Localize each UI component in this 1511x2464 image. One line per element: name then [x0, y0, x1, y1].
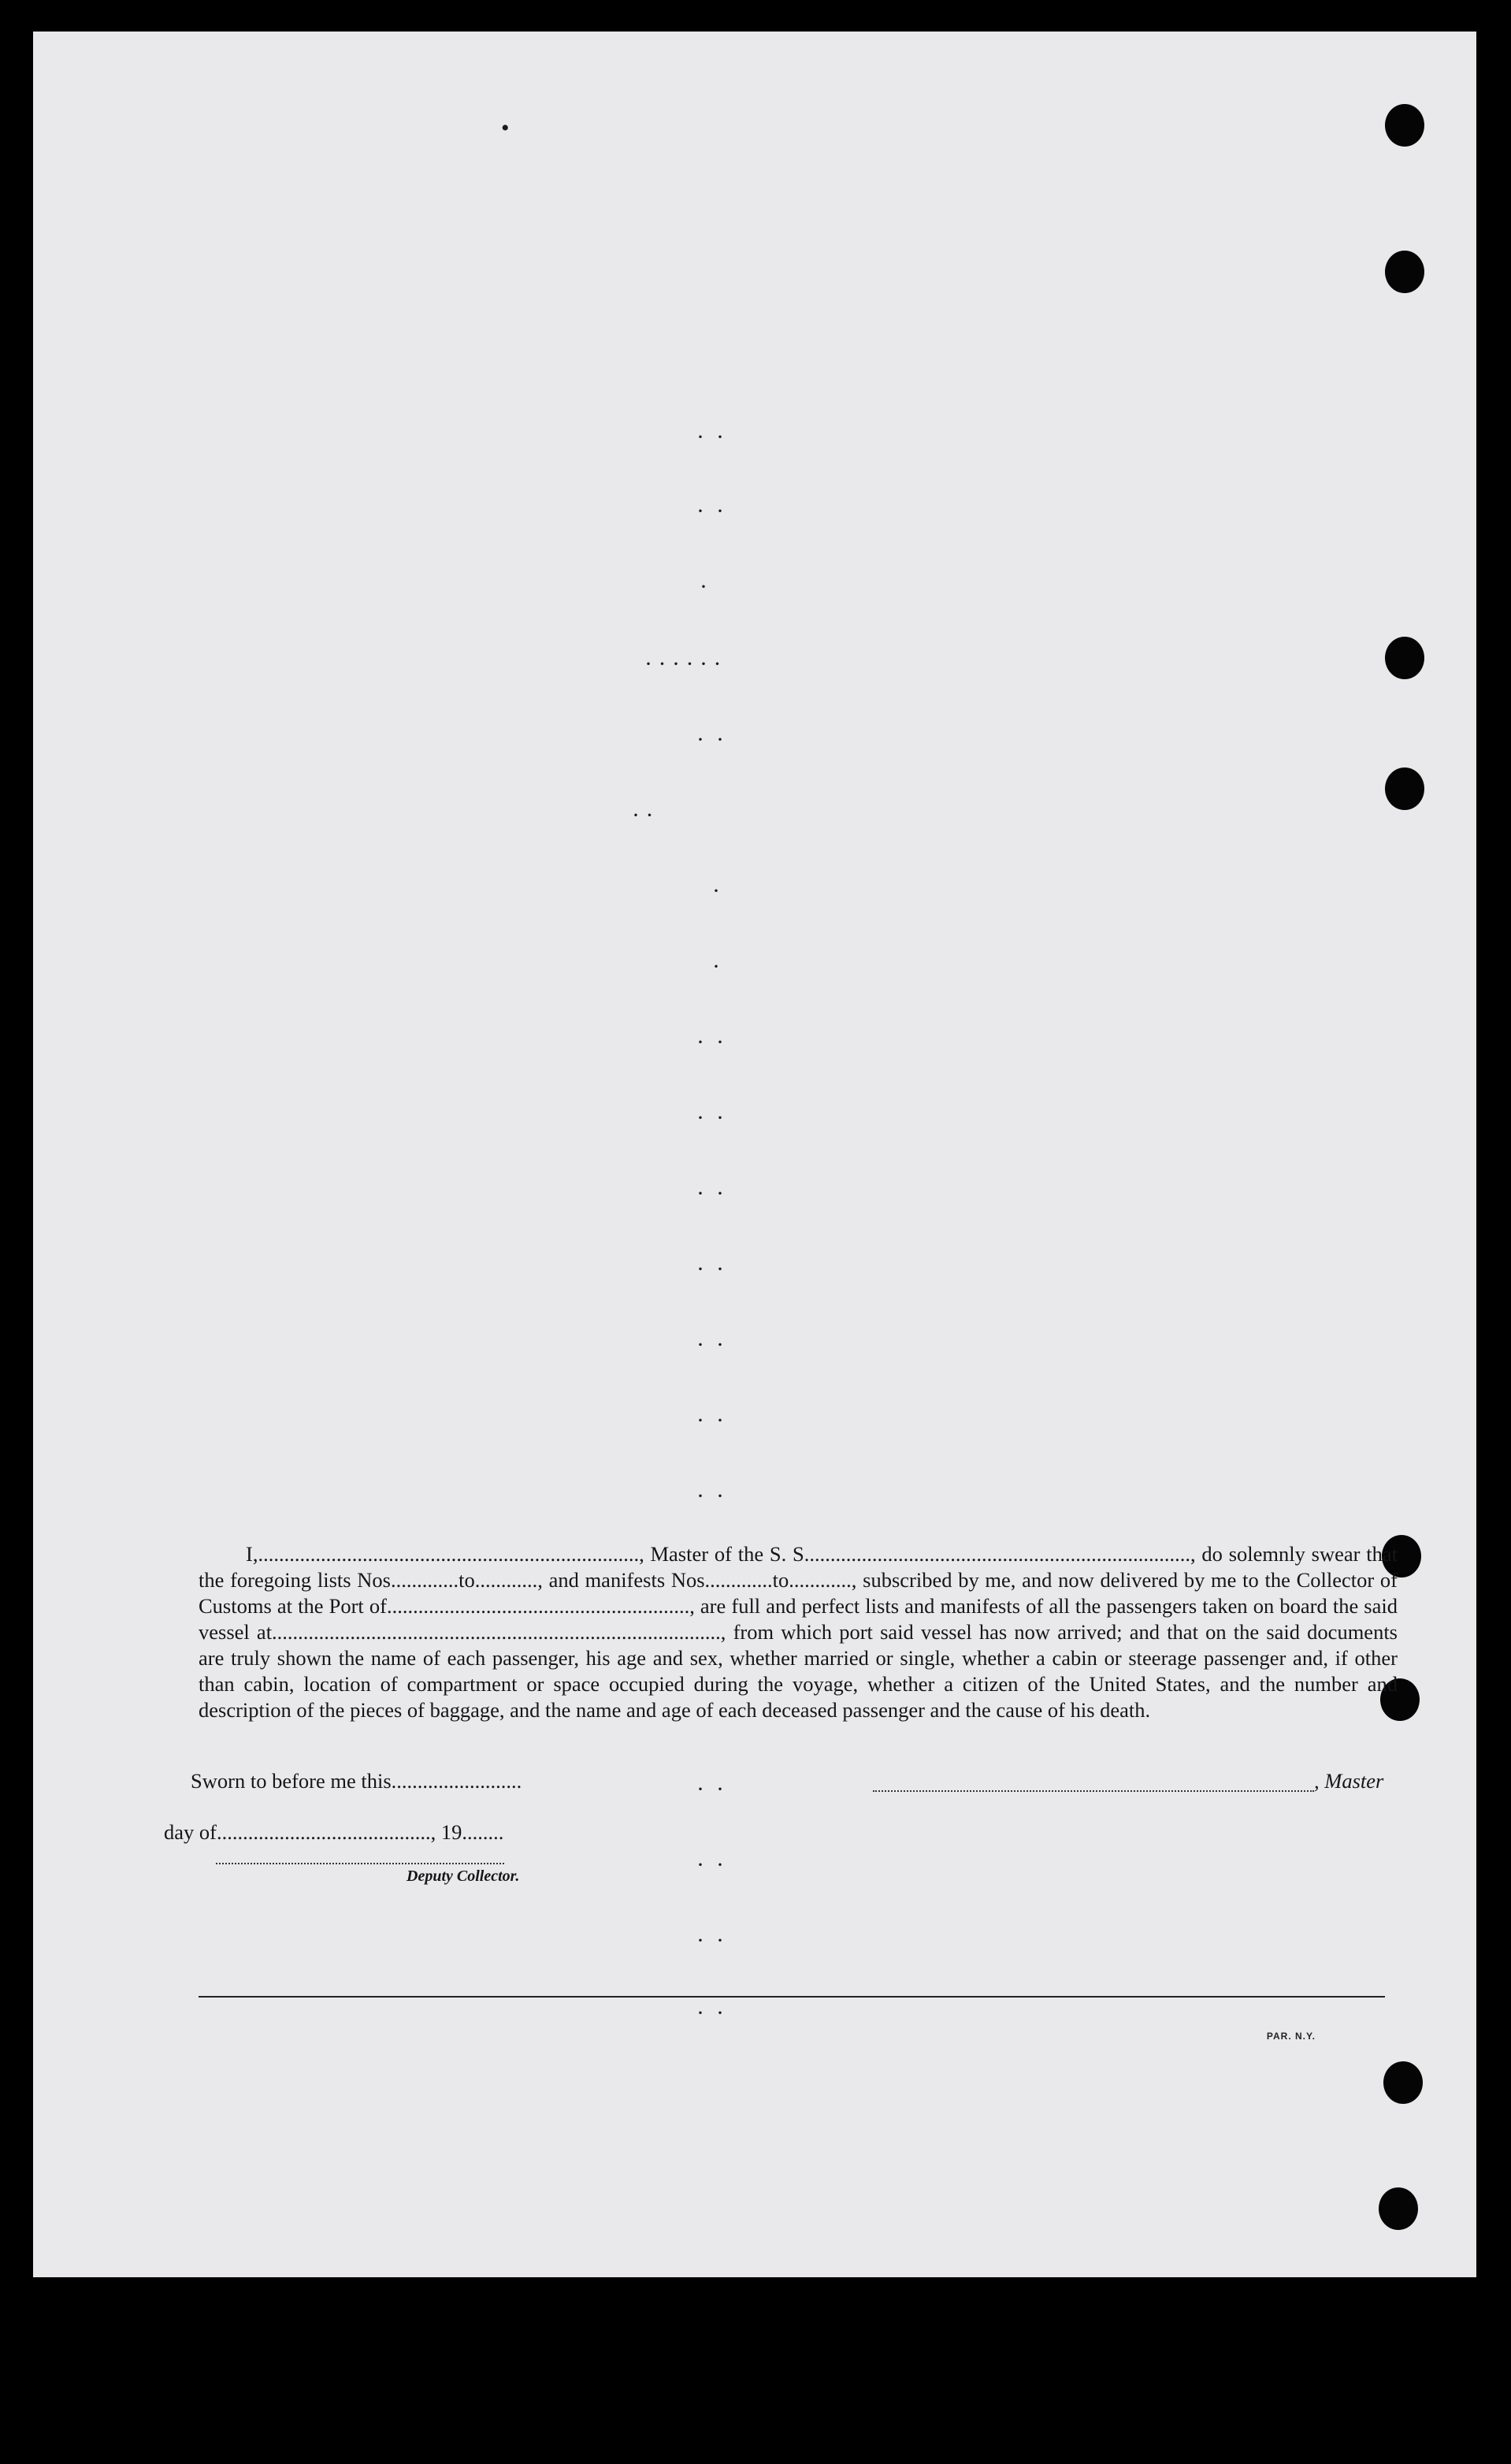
day-of-label: day of........................................., 19........ [164, 1820, 504, 1844]
binder-hole-icon [1385, 104, 1424, 147]
dot-column-mark: · [712, 878, 720, 904]
dot-column-mark: · · [696, 1483, 724, 1509]
master-signature-line [873, 1790, 1314, 1792]
dot-column-mark: · · [696, 1332, 724, 1358]
dot-column-mark: · · [696, 424, 724, 450]
dot-column-mark: · · · · · · [644, 651, 722, 677]
binder-hole-icon [1379, 2187, 1418, 2230]
dot-column-mark: · · [696, 1927, 724, 1953]
dot-column-mark: · · [696, 1852, 724, 1878]
dot-column-mark: · [712, 953, 720, 979]
dot-column-mark: · · [696, 1105, 724, 1131]
dot-column-mark: · · [696, 1180, 724, 1206]
master-label: , Master [1314, 1769, 1384, 1793]
binder-hole-icon [1383, 2061, 1423, 2104]
dot-column-mark: · · [632, 802, 654, 828]
printer-mark: PAR. N.Y. [1266, 2031, 1316, 2042]
deputy-collector-label: Deputy Collector. [407, 1868, 520, 1885]
dot-column-mark: · [700, 574, 707, 600]
binder-hole-icon [1385, 251, 1424, 293]
oath-text: I,........................................................................., Master of the S. S.........................................................................., do solemnly swear that the foregoing lists Nos.............to............, and manifests Nos.............to............, subscribed by me, and now delivered by me to the Collector of Customs at the Port of.........................................................., are full and perfect lists and manifests of all the passengers taken on board the said vessel at......................................................................................, from which port said vessel has now arrived; and that on the said documents are truly shown the name of each passenger, his age and sex, whether married or single, whether a cabin or steerage passenger and, if other than cabin, location of compartment or space occupied during the voyage, whether a citizen of the United States, and the number and description of the pieces of baggage, and the name and age of each deceased passenger and the cause of his death. [199, 1542, 1398, 1722]
dot-column-mark: · · [696, 2000, 724, 2026]
sworn-label: Sworn to before me this......................... [191, 1769, 522, 1793]
dot-column-mark: · · [696, 1776, 724, 1802]
dot-column-mark: · · [696, 1029, 724, 1055]
dot-column-mark: · · [696, 727, 724, 753]
dot-column-mark: · · [696, 498, 724, 524]
deputy-signature-line [216, 1863, 504, 1864]
document-page [33, 32, 1476, 2277]
dot-column-mark: · · [696, 1256, 724, 1282]
dot-column-mark: · · [696, 1407, 724, 1433]
bottom-rule [199, 1996, 1385, 1998]
oath-paragraph [199, 1541, 1398, 1723]
speck-mark: • [501, 115, 510, 141]
binder-hole-icon [1385, 767, 1424, 810]
binder-hole-icon [1385, 637, 1424, 679]
